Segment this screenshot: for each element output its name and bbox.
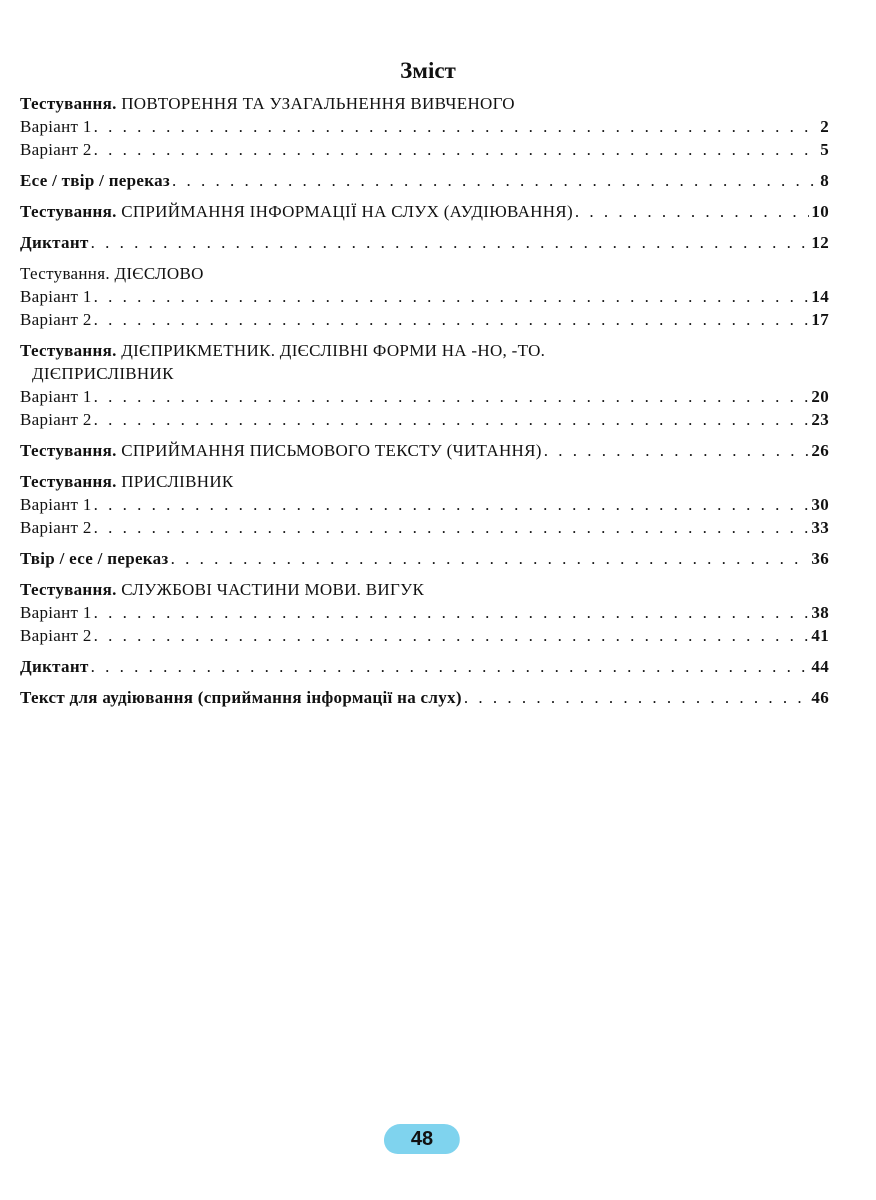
toc-entry-page: 36 bbox=[811, 549, 829, 568]
toc-section bbox=[20, 339, 829, 431]
toc-entry[interactable] bbox=[20, 231, 829, 254]
section-heading-keyword: Тестування. bbox=[20, 472, 117, 491]
dot-leader bbox=[94, 385, 810, 408]
toc-entry-label: Варіант 1 bbox=[20, 287, 92, 306]
toc-entry[interactable] bbox=[20, 385, 829, 408]
section-heading bbox=[20, 92, 829, 115]
toc-entry-title: СПРИЙМАННЯ ПИСЬМОВОГО ТЕКСТУ (ЧИТАННЯ) bbox=[116, 441, 542, 460]
dot-leader bbox=[94, 624, 810, 647]
section-heading-title: ДІЄПРИКМЕТНИК. ДІЄСЛІВНІ ФОРМИ НА -НО, -ТО. bbox=[121, 341, 546, 360]
toc-entry-page: 26 bbox=[811, 441, 829, 460]
toc-entry[interactable] bbox=[20, 115, 829, 138]
toc-entry[interactable] bbox=[20, 408, 829, 431]
toc-entry-page: 12 bbox=[811, 233, 829, 252]
section-heading bbox=[20, 339, 829, 385]
toc-entry-page: 20 bbox=[811, 387, 829, 406]
toc-entry[interactable] bbox=[20, 493, 829, 516]
section-heading-keyword: Тестування. bbox=[20, 341, 117, 360]
toc-section bbox=[20, 655, 829, 678]
page-title: Зміст bbox=[400, 58, 456, 83]
toc-entry-page: 44 bbox=[811, 657, 829, 676]
dot-leader bbox=[94, 601, 810, 624]
section-heading-title: ПОВТОРЕННЯ ТА УЗАГАЛЬНЕННЯ ВИВЧЕНОГО bbox=[121, 94, 515, 113]
toc-section bbox=[20, 262, 829, 331]
toc-entry-page: 5 bbox=[820, 140, 829, 159]
toc-entry[interactable] bbox=[20, 655, 829, 678]
dot-leader bbox=[94, 408, 810, 431]
toc-entry-page: 14 bbox=[811, 287, 829, 306]
dot-leader bbox=[464, 686, 810, 709]
section-heading-keyword: Тестування. bbox=[20, 580, 117, 599]
toc-entry[interactable] bbox=[20, 439, 829, 462]
toc-entry-page: 46 bbox=[811, 688, 829, 707]
toc-entry-keyword: Тестування. bbox=[20, 441, 117, 460]
toc-entry-page: 30 bbox=[811, 495, 829, 514]
toc-entry-label: Диктант bbox=[20, 657, 89, 676]
toc-entry-label: Твір / есе / переказ bbox=[20, 549, 169, 568]
toc-entry-label: Варіант 2 bbox=[20, 518, 92, 537]
toc-entry-label: Варіант 1 bbox=[20, 495, 92, 514]
toc-entry-label: Варіант 2 bbox=[20, 310, 92, 329]
dot-leader bbox=[94, 138, 819, 161]
toc-entry[interactable] bbox=[20, 686, 829, 709]
toc-section bbox=[20, 439, 829, 462]
toc-entry-page: 23 bbox=[811, 410, 829, 429]
dot-leader bbox=[171, 547, 810, 570]
toc-entry-title: СПРИЙМАННЯ ІНФОРМАЦІЇ НА СЛУХ (АУДІЮВАННЯ) bbox=[116, 202, 573, 221]
toc-entry-page: 33 bbox=[811, 518, 829, 537]
toc-entry-label bbox=[20, 200, 575, 223]
toc-entry-label: Есе / твір / переказ bbox=[20, 171, 171, 190]
toc-entry-label: Текст для аудіювання (сприймання інформації на слух) bbox=[20, 688, 462, 707]
toc-entry-label bbox=[20, 439, 544, 462]
dot-leader bbox=[91, 655, 810, 678]
toc-entry-label: Варіант 1 bbox=[20, 387, 92, 406]
section-heading bbox=[20, 470, 829, 493]
toc-entry[interactable] bbox=[20, 516, 829, 539]
section-heading bbox=[20, 578, 829, 601]
dot-leader bbox=[91, 231, 810, 254]
toc-entry[interactable] bbox=[20, 169, 829, 192]
table-of-contents bbox=[20, 92, 829, 717]
toc-entry[interactable] bbox=[20, 138, 829, 161]
toc-entry-page: 41 bbox=[811, 626, 829, 645]
toc-entry[interactable] bbox=[20, 547, 829, 570]
toc-section bbox=[20, 200, 829, 223]
toc-entry[interactable] bbox=[20, 601, 829, 624]
toc-entry-label: Варіант 2 bbox=[20, 410, 92, 429]
page-number: 48 bbox=[410, 1128, 434, 1150]
toc-entry[interactable] bbox=[20, 200, 829, 223]
section-heading bbox=[20, 262, 829, 285]
dot-leader bbox=[94, 308, 810, 331]
toc-entry-page: 8 bbox=[820, 171, 829, 190]
toc-entry-page: 2 bbox=[820, 117, 829, 136]
toc-entry-label: Варіант 1 bbox=[20, 603, 92, 622]
toc-section bbox=[20, 578, 829, 647]
section-heading-keyword: Тестування. bbox=[20, 264, 110, 283]
toc-section bbox=[20, 231, 829, 254]
dot-leader bbox=[575, 200, 809, 223]
toc-section bbox=[20, 547, 829, 570]
section-heading-title: СЛУЖБОВІ ЧАСТИНИ МОВИ. ВИГУК bbox=[121, 580, 425, 599]
dot-leader bbox=[544, 439, 810, 462]
toc-section bbox=[20, 470, 829, 539]
dot-leader bbox=[94, 285, 810, 308]
toc-entry-label: Диктант bbox=[20, 233, 89, 252]
toc-entry-keyword: Тестування. bbox=[20, 202, 117, 221]
toc-entry[interactable] bbox=[20, 624, 829, 647]
toc-entry[interactable] bbox=[20, 308, 829, 331]
toc-entry-label: Варіант 1 bbox=[20, 117, 92, 136]
dot-leader bbox=[172, 169, 818, 192]
toc-entry-page: 17 bbox=[811, 310, 829, 329]
dot-leader bbox=[94, 115, 819, 138]
toc-entry-page: 10 bbox=[811, 202, 829, 221]
section-heading-title: ПРИСЛІВНИК bbox=[121, 472, 234, 491]
section-heading-title-continued: ДІЄПРИСЛІВНИК bbox=[32, 364, 174, 383]
toc-entry-label: Варіант 2 bbox=[20, 140, 92, 159]
dot-leader bbox=[94, 493, 810, 516]
toc-entry-label: Варіант 2 bbox=[20, 626, 92, 645]
section-heading-title: ДІЄСЛОВО bbox=[114, 264, 204, 283]
toc-section bbox=[20, 169, 829, 192]
dot-leader bbox=[94, 516, 810, 539]
toc-section bbox=[20, 686, 829, 709]
toc-entry[interactable] bbox=[20, 285, 829, 308]
toc-section bbox=[20, 92, 829, 161]
toc-entry-page: 38 bbox=[811, 603, 829, 622]
section-heading-keyword: Тестування. bbox=[20, 94, 117, 113]
